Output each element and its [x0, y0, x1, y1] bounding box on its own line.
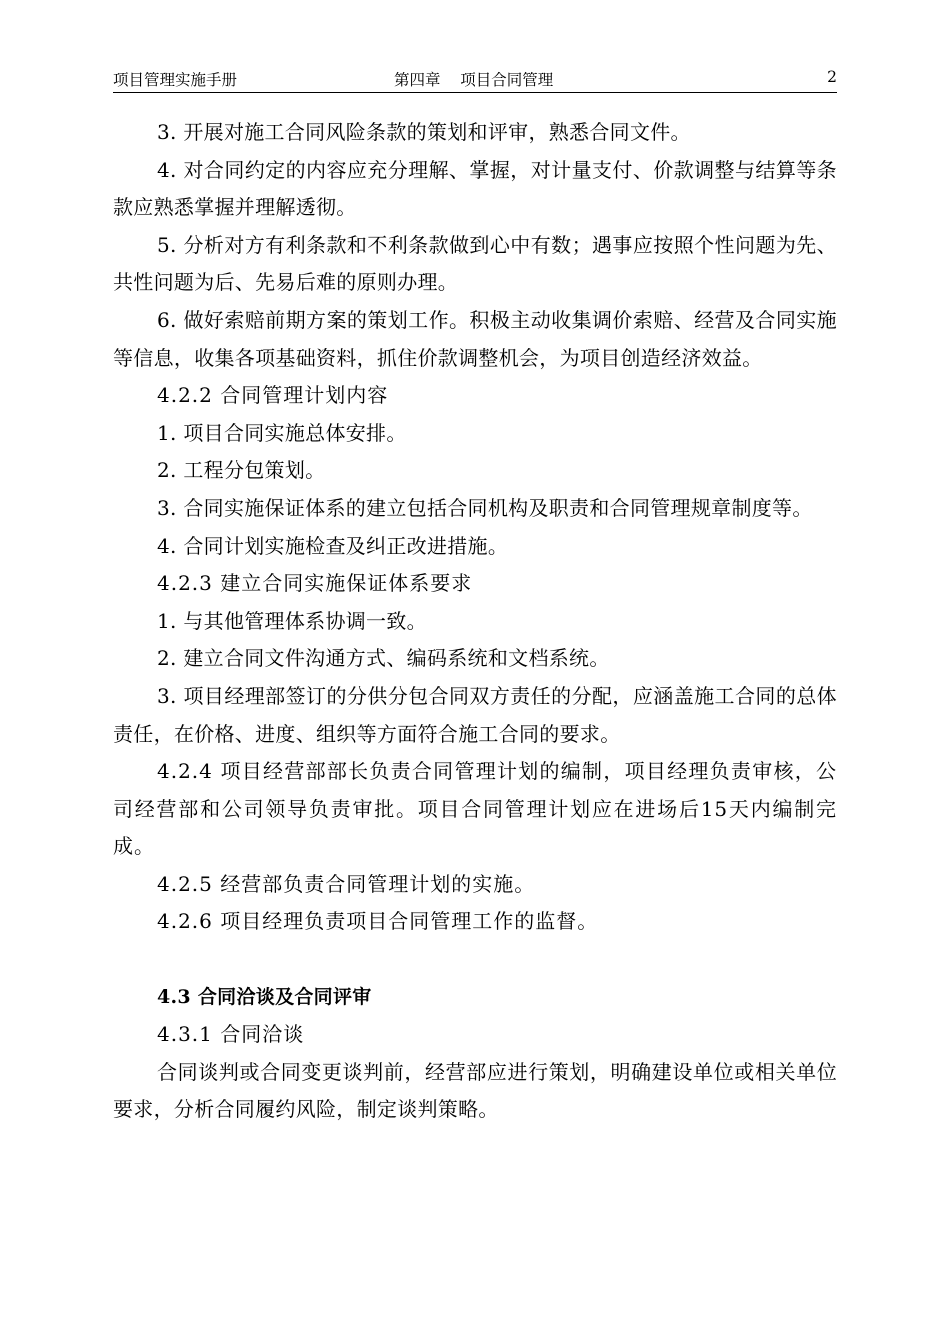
paragraph: 1. 项目合同实施总体安排。 — [157, 420, 407, 445]
paragraph-4-2-6: 4.2.6 项目经理负责项目合同管理工作的监督。 — [157, 909, 599, 934]
paragraph: 1. 与其他管理体系协调一致。 — [157, 608, 427, 633]
paragraph: 3. 开展对施工合同风险条款的策划和评审，熟悉合同文件。 — [157, 120, 691, 144]
subsection-heading-4-2-3: 4.2.3 建立合同实施保证体系要求 — [157, 571, 473, 596]
header-manual-title: 项目管理实施手册 — [113, 71, 238, 89]
paragraph-4-2-4: 4.2.4 项目经营部部长负责合同管理计划的编制，项目经理负责审核，公司经营部和公司领导负责审批。项目合同管理计划应在进场后15天内编制完成。 — [113, 759, 837, 859]
paragraph: 5. 分析对方有利条款和不利条款做到心中有数；遇事应按照个性问题为先、共性问题为后、先易后难的原则办理。 — [113, 232, 837, 295]
paragraph: 2. 工程分包策划。 — [157, 458, 326, 483]
paragraph: 合同谈判或合同变更谈判前，经营部应进行策划，明确建设单位或相关单位要求，分析合同履约风险，制定谈判策略。 — [113, 1059, 837, 1122]
paragraph: 6. 做好索赔前期方案的策划工作。积极主动收集调价索赔、经营及合同实施等信息，收集各项基础资料，抓住价款调整机会，为项目创造经济效益。 — [113, 307, 837, 370]
paragraph: 3. 合同实施保证体系的建立包括合同机构及职责和合同管理规章制度等。 — [157, 495, 813, 520]
paragraph: 4. 对合同约定的内容应充分理解、掌握，对计量支付、价款调整与结算等条款应熟悉掌握并理解透彻。 — [113, 157, 837, 220]
paragraph: 4. 合同计划实施检查及纠正改进措施。 — [157, 533, 509, 558]
page-header — [113, 66, 837, 93]
header-chapter-title: 第四章 项目合同管理 — [394, 71, 554, 89]
page-body — [113, 114, 837, 1129]
paragraph: 3. 项目经理部签订的分供分包合同双方责任的分配，应涵盖施工合同的总体责任，在价格、进度、组织等方面符合施工合同的要求。 — [113, 683, 837, 746]
subsection-heading-4-3-1: 4.3.1 合同洽谈 — [157, 1022, 305, 1047]
subsection-heading-4-2-2: 4.2.2 合同管理计划内容 — [157, 383, 389, 408]
blank-line — [113, 941, 837, 979]
paragraph-4-2-5: 4.2.5 经营部负责合同管理计划的实施。 — [157, 871, 536, 896]
section-heading-4-3: 4.3 合同洽谈及合同评审 — [157, 985, 372, 1008]
paragraph: 2. 建立合同文件沟通方式、编码系统和文档系统。 — [157, 646, 610, 671]
header-page-number: 2 — [827, 68, 837, 86]
